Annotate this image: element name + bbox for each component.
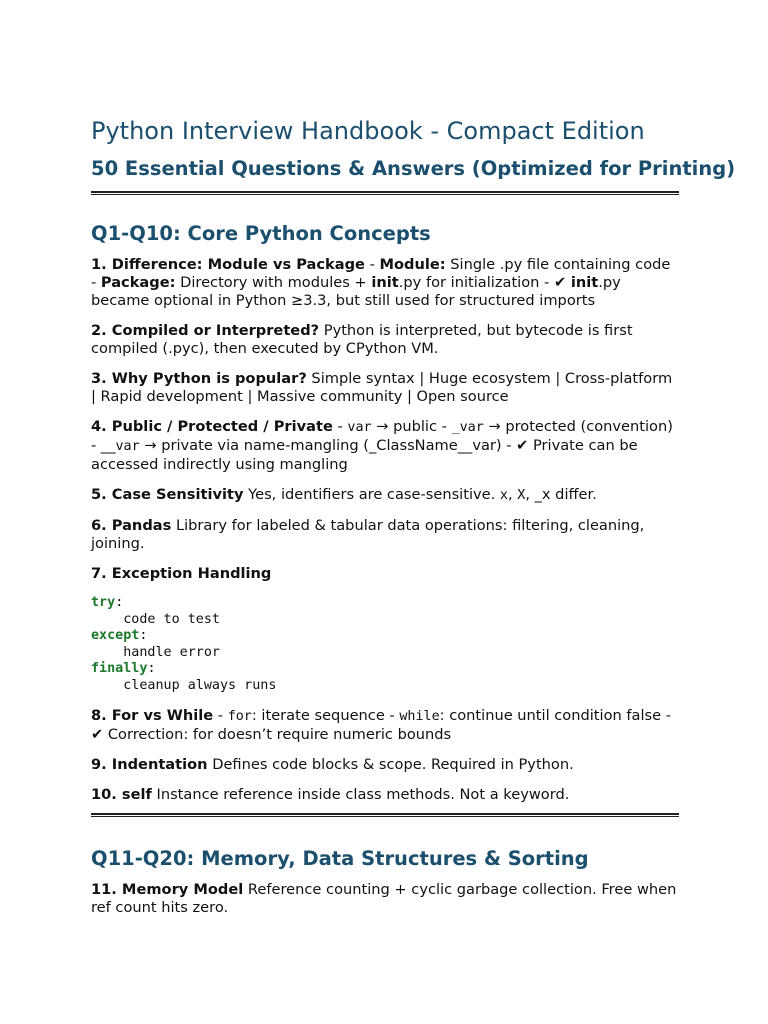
- keyword-finally: finally: [91, 661, 148, 677]
- question-1-title: Difference: Module vs Package: [111, 256, 365, 273]
- keyword-try: try: [91, 595, 116, 610]
- module-label: Module:: [379, 256, 446, 273]
- question-2-answer: Python is interpreted, but bytecode is first compiled (.pyc), then executed by CPython VM.: [91, 322, 633, 357]
- question-4-title: 4. Public / Protected / Private: [91, 418, 333, 435]
- question-6-answer: Library for labeled & tabular data operations: filtering, cleaning, joining.: [91, 517, 645, 552]
- question-9-answer: Defines code blocks & scope. Required in Python.: [207, 755, 574, 773]
- question-1: 1. Difference: Module vs Package - Module: Single .py file containing code - Package: Directory with modules + init.py for initialization - ✔ init.py became optional in Python ≥3.3, but still used for structured imports: [91, 256, 671, 309]
- question-3: [91, 370, 679, 406]
- divider: [91, 813, 679, 817]
- question-9-title: 9. Indentation: [91, 755, 208, 773]
- question-1-number: 1.: [91, 256, 107, 273]
- question-4: 4. Public / Protected / Private - var → public - _var → protected (convention) - __var → private via name-mangling (_ClassName__var) - ✔ Private can be accessed indirectly using mangling: [91, 418, 673, 473]
- question-8-title: 8. For vs While: [91, 706, 214, 724]
- package-label: Package:: [100, 274, 176, 291]
- section-heading-core-concepts: Q1-Q10: Core Python Concepts: [91, 222, 431, 245]
- code-protected-var: _var: [451, 420, 484, 435]
- document-subtitle: 50 Essential Questions & Answers (Optimized for Printing): [91, 157, 736, 180]
- question-2-title: 2. Compiled or Interpreted?: [91, 322, 320, 339]
- code-while: while: [399, 708, 440, 724]
- document-page: [91, 114, 736, 917]
- section-heading-memory: Q11-Q20: Memory, Data Structures & Sorting: [91, 846, 589, 870]
- question-11-answer: Reference counting + cyclic garbage collection. Free when ref count hits zero.: [91, 880, 677, 916]
- question-2: [91, 322, 679, 358]
- question-7: [91, 565, 679, 583]
- question-6: [91, 517, 679, 553]
- question-5: 5. Case Sensitivity Yes, identifiers are case-sensitive. x, X, _x differ.: [91, 486, 597, 503]
- question-10-title: 10. self: [91, 785, 152, 803]
- document-title: Python Interview Handbook - Compact Edition: [91, 117, 645, 145]
- question-3-title: 3. Why Python is popular?: [91, 370, 307, 387]
- code-for: for: [227, 708, 252, 724]
- keyword-except: except: [91, 628, 140, 644]
- divider: [91, 191, 679, 195]
- question-7-title: 7. Exception Handling: [91, 565, 272, 582]
- question-10-answer: Instance reference inside class methods. Not a keyword.: [151, 785, 570, 803]
- code-var: var: [347, 420, 372, 435]
- question-9: [91, 756, 679, 774]
- code-private-var: var: [115, 439, 140, 454]
- question-10: [91, 786, 679, 804]
- question-11: [91, 881, 679, 917]
- question-11-title: 11. Memory Model: [91, 880, 244, 898]
- code-block-exception-handling: try: code to test except: handle error finally: cleanup always runs: [91, 595, 277, 693]
- question-5-title: 5. Case Sensitivity: [91, 486, 244, 503]
- question-8: 8. For vs While - for: iterate sequence - while: continue until condition false - ✔ Correction: for doesn’t require numeric bounds: [91, 706, 672, 743]
- question-3-answer: Simple syntax | Huge ecosystem | Cross-platform | Rapid development | Massive community | Open source: [91, 370, 673, 405]
- question-6-title: 6. Pandas: [91, 517, 172, 534]
